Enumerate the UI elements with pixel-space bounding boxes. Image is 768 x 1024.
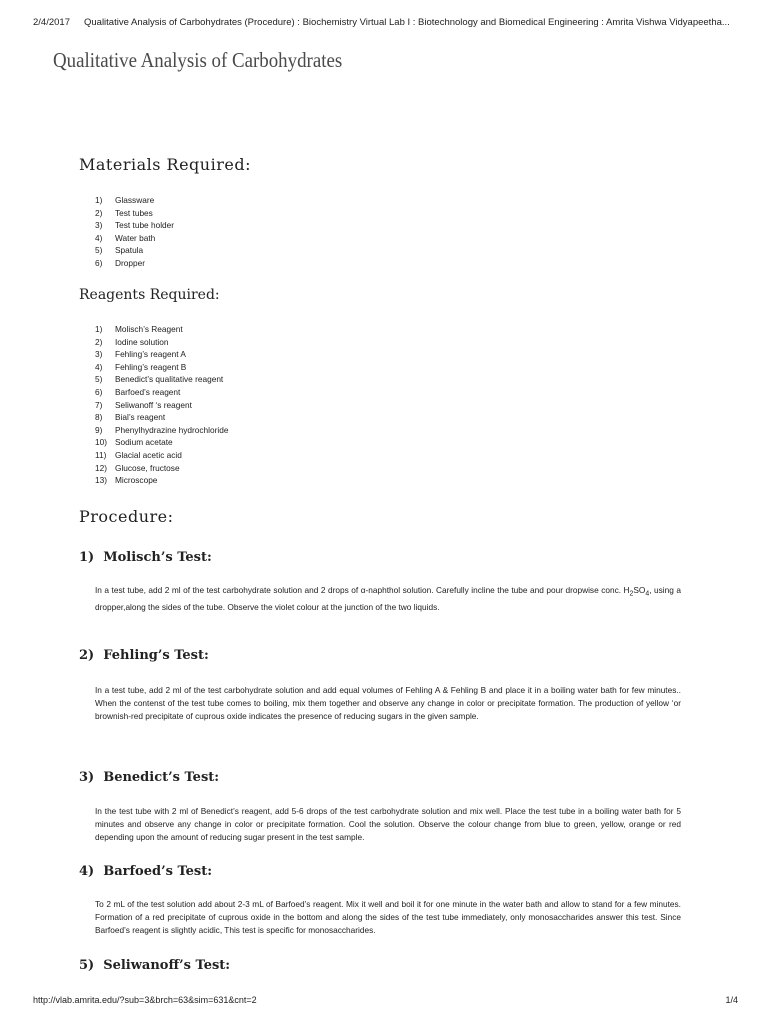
test-text-barfoed: To 2 mL of the test solution add about 2-3 mL of Barfoed’s reagent. Mix it well and boil it for one minute in the water bath and allow to stand for a few minutes. Formation of a red precipitate of cuprous oxide in the bottom and along the sides of the test tube immediately, only monosaccharides answer this test. Since Barfoed’s reagent is slightly acidic, This test is specific for monosaccharides. [95, 899, 681, 935]
list-item: 6) Barfoed’s reagent [95, 386, 181, 397]
list-item: 4) Water bath [95, 232, 156, 243]
test-text-fehling: In a test tube, add 2 ml of the test carbohydrate solution and add equal volumes of Fehling A & Fehling B and place it in a boiling water bath for few minutes.. When the contenst of the test tube comes to boiling, mix them together and observe any change in color or precipitate formation. The production of yellow ‘or brownish-red precipitate of cuprous oxide indicates the presence of reducing sugars in the given sample. [95, 685, 681, 721]
test-text-benedict: In the test tube with 2 ml of Benedict’s reagent, add 5-6 drops of the test carbohydrate solution and mix well. Place the test tube in a boiling water bath for 5 minutes and observe any change in color or precipitate formation. Cool the solution. Observe the colour change from blue to green, yellow, orange or red depending upon the amount of reducing sugar present in the test sample. [95, 806, 681, 842]
list-item: 8) Bial’s reagent [95, 412, 166, 423]
reagents-list [95, 323, 228, 487]
print-page-title: Qualitative Analysis of Carbohydrates (Procedure) : Biochemistry Virtual Lab I : Biotechnology and Biomedical Engineering : Amrita Vishwa Vidyapeetha... [83, 17, 730, 28]
list-item: 2) Test tubes [95, 207, 153, 218]
list-item: 1) Molisch’s Reagent [95, 324, 183, 334]
procedure-heading: Procedure: [79, 507, 174, 526]
materials-list [95, 194, 174, 270]
reagents-heading: Reagents Required: [79, 287, 220, 303]
list-item: 4) Fehling’s reagent B [95, 361, 187, 372]
materials-heading: Materials Required: [79, 155, 251, 174]
test-heading-fehling: 2) Fehling’s Test: [79, 648, 209, 663]
list-item: 3) Fehling’s reagent A [95, 349, 186, 360]
test-text-molisch: In a test tube, add 2 ml of the test carbohydrate solution and 2 drops of α-naphthol solution. Carefully incline the tube and pour dropwise conc. $H_2SO_4$, using a dropper,along the sides of the tube. Observe the violet colour at the junction of the two liquids. [95, 585, 681, 612]
test-heading-seliwanoff: 5) Seliwanoff’s Test: [79, 958, 231, 973]
list-item: 7) Seliwanoff ‘s reagent [95, 399, 192, 410]
list-item: 1) Glassware [95, 195, 155, 205]
list-item: 9) Phenylhydrazine hydrochloride [95, 424, 229, 435]
list-item: 12) Glucose, fructose [95, 462, 180, 473]
print-header [33, 17, 753, 28]
print-url: http://vlab.amrita.edu/?sub=3&brch=63&sim=631&cnt=2 [33, 995, 257, 1005]
page-number: 1/4 [725, 995, 738, 1005]
print-date: 2/4/2017 [33, 17, 70, 28]
test-heading-molisch: 1) Molisch’s Test: [79, 550, 212, 565]
test-heading-benedict: 3) Benedict’s Test: [79, 770, 220, 785]
list-item: 5) Benedict’s qualitative reagent [95, 374, 224, 385]
test-heading-barfoed: 4) Barfoed’s Test: [79, 864, 213, 879]
list-item: 5) Spatula [95, 245, 144, 256]
list-item: 13) Microscope [95, 475, 158, 486]
page-title: Qualitative Analysis of Carbohydrates [53, 48, 343, 72]
list-item: 6) Dropper [95, 257, 145, 268]
list-item: 2) Iodine solution [95, 336, 169, 347]
print-footer [33, 995, 738, 1005]
list-item: 11) Glacial acetic acid [95, 449, 182, 460]
list-item: 10) Sodium acetate [95, 437, 173, 448]
list-item: 3) Test tube holder [95, 220, 175, 231]
